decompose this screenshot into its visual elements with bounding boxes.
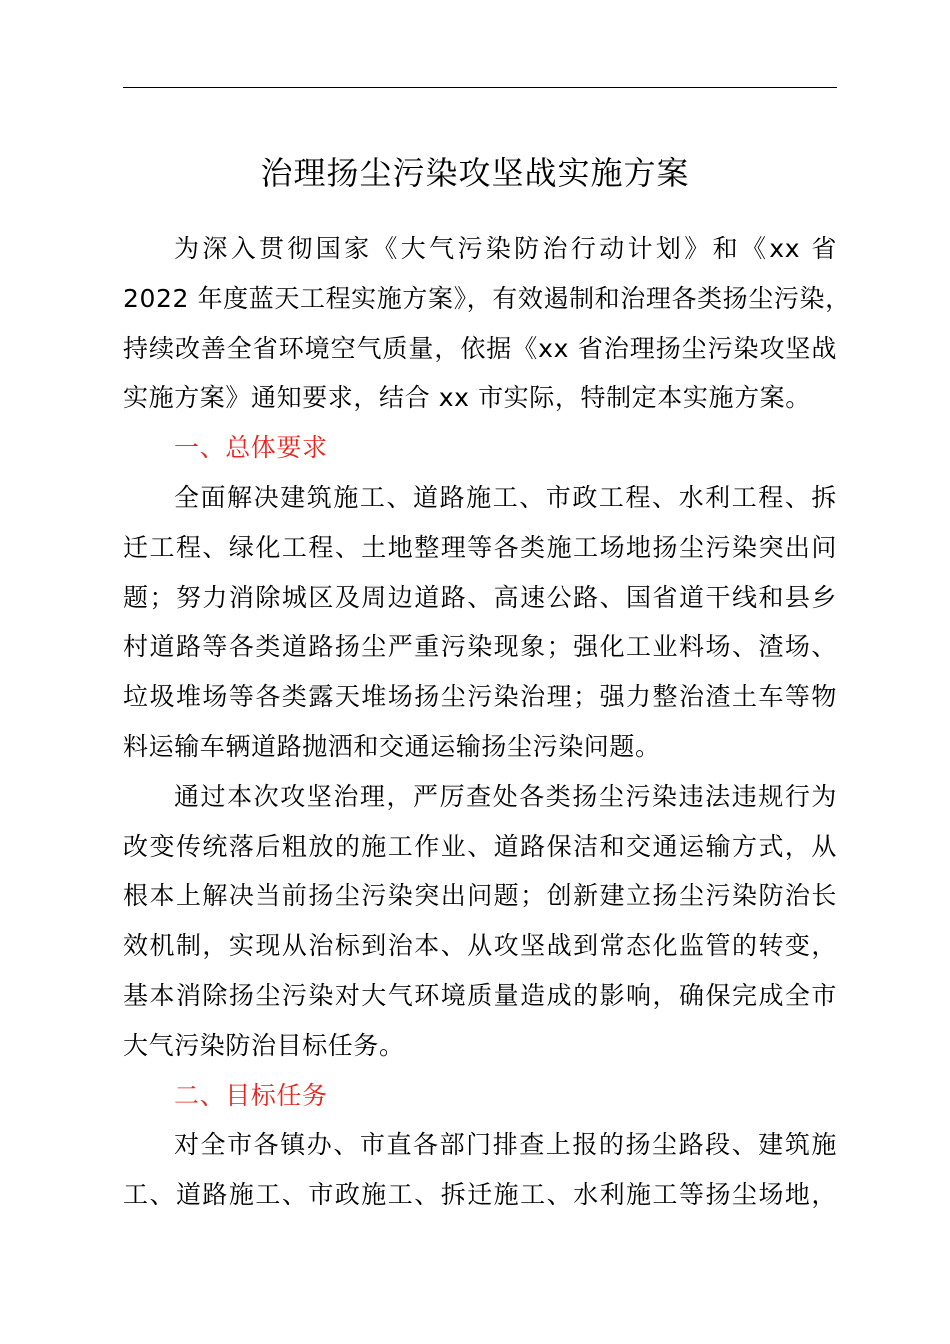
text-line: 工、道路施工、市政施工、拆迁施工、水利施工等扬尘场地，	[123, 1180, 837, 1210]
text-line: 大气污染防治目标任务。	[123, 1030, 405, 1060]
text-line: 为深入贯彻国家《大气污染防治行动计划》和《xx 省	[174, 234, 837, 263]
text-line: 料运输车辆道路抛洒和交通运输扬尘污染问题。	[123, 731, 661, 761]
document-body	[123, 224, 851, 1220]
section-heading-general: 一、总体要求	[174, 433, 328, 463]
general-requirements-paragraph	[123, 473, 837, 772]
text-line: 持续改善全省环境空气质量，依据《xx 省治理扬尘污染攻坚战	[123, 333, 837, 363]
text-line: 实施方案》通知要求，结合 xx 市实际，特制定本实施方案。	[123, 383, 811, 413]
text-line: 改变传统落后粗放的施工作业、道路保洁和交通运输方式，从	[123, 831, 837, 861]
text-line: 通过本次攻坚治理，严厉查处各类扬尘污染违法违规行为	[174, 781, 837, 811]
text-line: 对全市各镇办、市直各部门排查上报的扬尘路段、建筑施	[174, 1130, 837, 1160]
section-heading-targets: 二、目标任务	[174, 1080, 328, 1110]
text-line: 垃圾堆场等各类露天堆场扬尘污染治理；强力整治渣土车等物	[123, 682, 837, 712]
text-line: 效机制，实现从治标到治本、从攻坚战到常态化监管的转变，	[123, 931, 837, 961]
text-line: 迁工程、绿化工程、土地整理等各类施工场地扬尘污染突出问	[123, 532, 837, 562]
goals-paragraph	[123, 772, 837, 1071]
text-line: 题；努力消除城区及周边道路、高速公路、国省道干线和县乡	[123, 582, 837, 612]
document-title: 治理扬尘污染攻坚战实施方案	[260, 154, 690, 192]
text-line: 全面解决建筑施工、道路施工、市政工程、水利工程、拆	[174, 482, 837, 512]
text-line: 2022 年度蓝天工程实施方案》，有效遏制和治理各类扬尘污染，	[123, 283, 851, 313]
text-line: 村道路等各类道路扬尘严重污染现象；强化工业料场、渣场、	[123, 632, 837, 662]
text-line: 根本上解决当前扬尘污染突出问题；创新建立扬尘污染防治长	[123, 881, 837, 911]
targets-paragraph	[123, 1120, 837, 1220]
intro-paragraph	[123, 224, 851, 423]
header-rule	[123, 87, 837, 88]
text-line: 基本消除扬尘污染对大气环境质量造成的影响，确保完成全市	[123, 980, 837, 1010]
